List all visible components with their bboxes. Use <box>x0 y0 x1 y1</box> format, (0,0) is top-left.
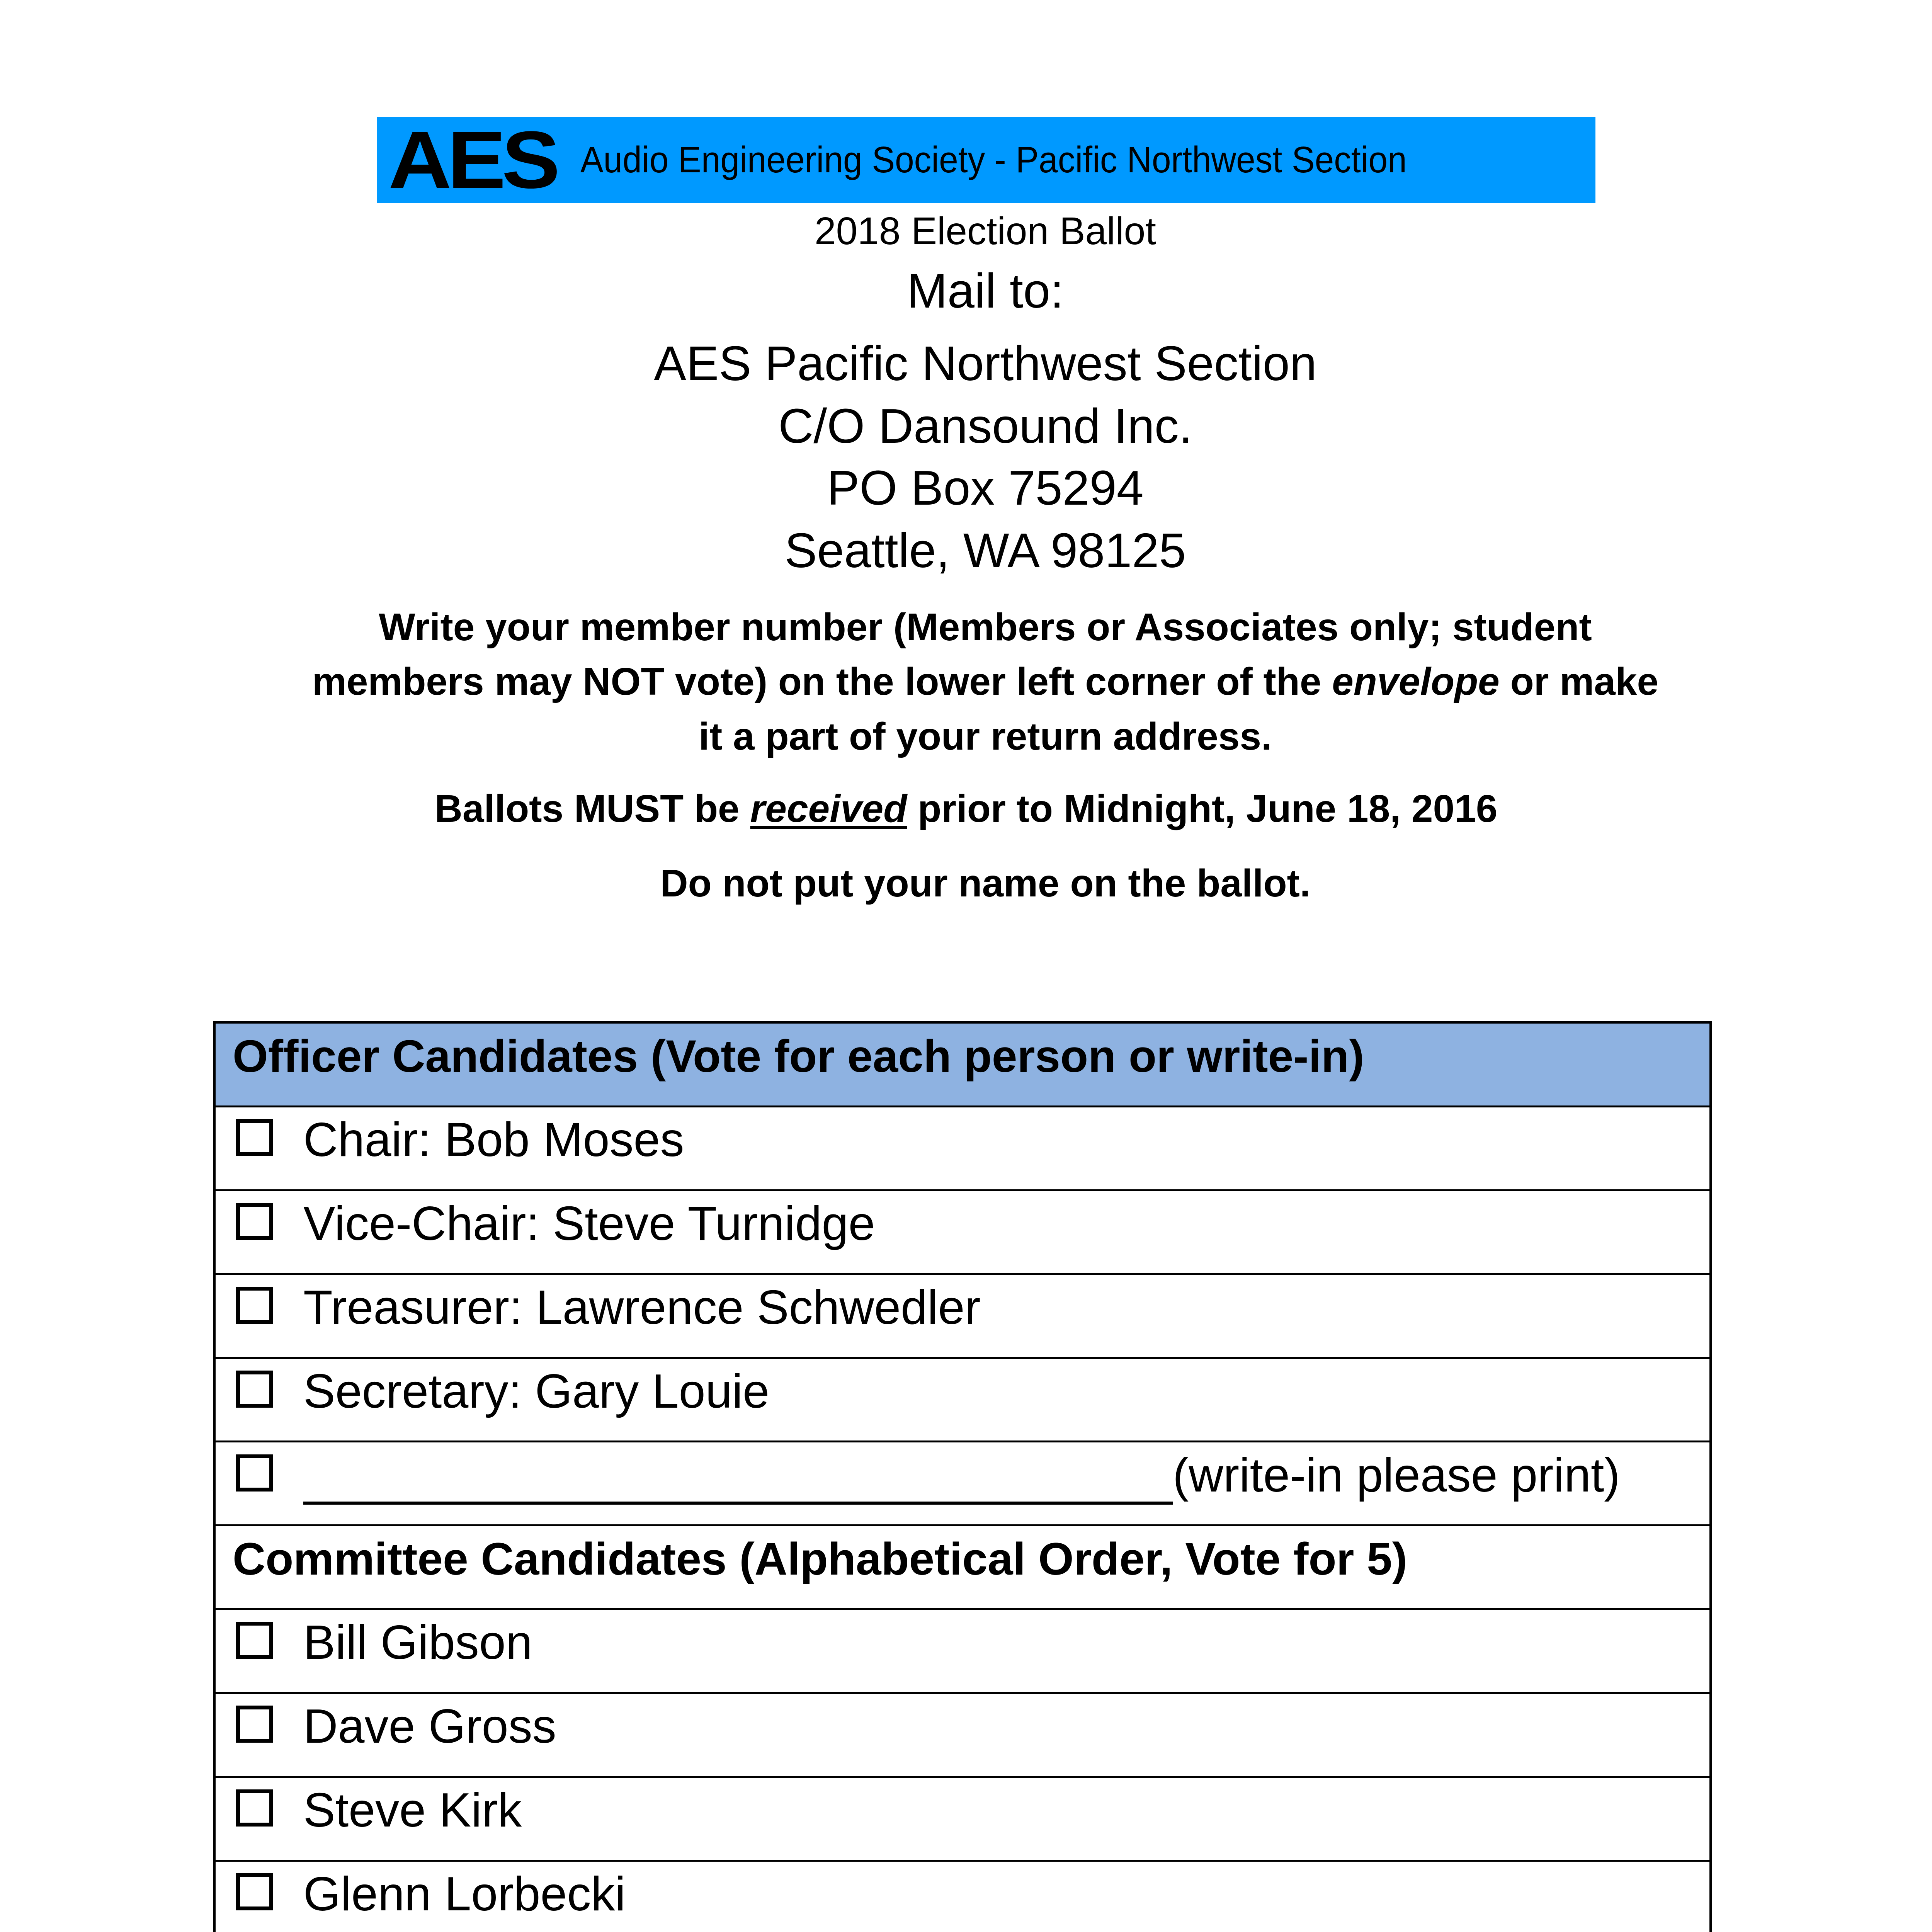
aes-logo-banner <box>377 114 1595 205</box>
officer-heading: Officer Candidates (Vote for each person or write-in) <box>233 1031 1364 1082</box>
deadline-start: Ballots MUST be <box>434 787 750 830</box>
address-line-2: C/O Dansound Inc. <box>778 399 1192 453</box>
instruction-line-2-end: or make <box>1499 660 1659 703</box>
address-line-3: PO Box 75294 <box>827 461 1144 515</box>
checkbox-treasurer[interactable] <box>236 1287 273 1324</box>
candidate-label: Steve Kirk <box>303 1784 522 1837</box>
committee-row[interactable] <box>216 1778 1709 1862</box>
committee-section-header <box>216 1526 1709 1610</box>
deadline-received-emphasis: received <box>750 787 907 830</box>
candidate-label: Treasurer: Lawrence Schwedler <box>303 1281 981 1334</box>
checkbox-committee[interactable] <box>236 1706 273 1743</box>
officer-row-treasurer[interactable] <box>216 1275 1709 1359</box>
aes-logo-text: Audio Engineering Society - Pacific Northwest Section <box>580 139 1407 180</box>
candidate-label: Dave Gross <box>303 1700 556 1753</box>
mail-to-label: Mail to: <box>906 264 1064 318</box>
write-in-blank-line[interactable] <box>303 1454 1173 1505</box>
officer-row-chair[interactable] <box>216 1107 1709 1191</box>
committee-row[interactable] <box>216 1694 1709 1778</box>
address-line-4: Seattle, WA 98125 <box>784 523 1186 578</box>
officer-section-header <box>216 1024 1709 1107</box>
instruction-envelope-emphasis: envelope <box>1332 660 1500 703</box>
instruction-line-2-start: members may NOT vote) on the lower left corner of the <box>312 660 1332 703</box>
committee-heading: Committee Candidates (Alphabetical Order, Vote for 5) <box>233 1534 1408 1585</box>
checkbox-secretary[interactable] <box>236 1371 273 1408</box>
instruction-line-3: it a part of your return address. <box>699 715 1272 758</box>
checkbox-officer-write-in[interactable] <box>236 1454 273 1492</box>
ballot-title: 2018 Election Ballot <box>815 209 1156 253</box>
checkbox-chair[interactable] <box>236 1119 273 1156</box>
checkbox-committee[interactable] <box>236 1622 273 1659</box>
candidate-label: Chair: Bob Moses <box>303 1113 684 1167</box>
no-name-notice: Do not put your name on the ballot. <box>660 862 1311 905</box>
checkbox-committee[interactable] <box>236 1789 273 1827</box>
committee-row[interactable] <box>216 1610 1709 1694</box>
address-line-1: AES Pacific Northwest Section <box>654 336 1317 391</box>
deadline-notice <box>0 789 1932 828</box>
write-in-label: (write-in please print) <box>1173 1448 1620 1502</box>
officer-row-vice-chair[interactable] <box>216 1191 1709 1275</box>
instruction-line-1: Write your member number (Members or Associates only; student <box>379 605 1592 649</box>
candidate-label: Vice-Chair: Steve Turnidge <box>303 1197 875 1250</box>
committee-row[interactable] <box>216 1862 1709 1932</box>
aes-logo-mark: AES <box>388 114 556 205</box>
officer-row-secretary[interactable] <box>216 1359 1709 1443</box>
checkbox-committee[interactable] <box>236 1873 273 1910</box>
instruction-line-2 <box>0 662 1932 701</box>
candidate-label: Glenn Lorbecki <box>303 1867 626 1921</box>
write-in-field[interactable] <box>303 1448 1620 1505</box>
officer-row-write-in[interactable] <box>216 1443 1709 1527</box>
checkbox-vice-chair[interactable] <box>236 1203 273 1240</box>
candidate-label: Secretary: Gary Louie <box>303 1364 770 1418</box>
deadline-end: prior to Midnight, June 18, 2016 <box>907 787 1498 830</box>
ballot-table <box>213 1021 1712 1932</box>
candidate-label: Bill Gibson <box>303 1616 532 1670</box>
